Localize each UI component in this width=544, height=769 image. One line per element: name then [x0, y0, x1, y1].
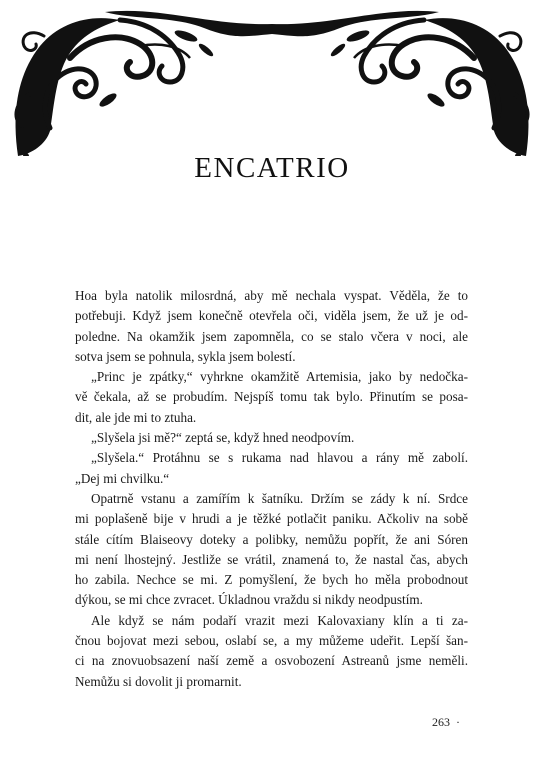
body-text: [75, 286, 468, 692]
text-line: vě čekala, až se probudím. Nejspíš tomu tak bylo. Přinutím se posa-: [75, 389, 468, 405]
text-line: potřebuji. Když jsem konečně otevřela oči, viděla jsem, že už je od-: [75, 308, 468, 324]
text-line: čnou bojovat mezi sebou, oslabí se, a my můžeme udeřit. Lepší šan-: [75, 633, 468, 649]
text-line: Opatrně vstanu a zamířím k šatníku. Držím se zády k ní. Srdce: [91, 490, 468, 506]
text-line: dit, ale jde mi to ztuha.: [75, 409, 197, 425]
text-line: „Dej mi chvilku.“: [75, 470, 170, 486]
text-line: Hoa byla natolik milosrdná, aby mě nechala vyspat. Věděla, že to: [75, 288, 468, 303]
text-line: mi není lhostejný. Jestliže se vrátil, znamená to, že nastal čas, abych: [75, 551, 468, 567]
text-line: „Princ je zpátky,“ vyhrkne okamžitě Artemisia, jako by nedočka-: [91, 369, 468, 385]
page-number-marker: ·: [456, 715, 460, 729]
text-line: stále cítím Blaiseovy doteky a polibky, nemůžu popřít, že ani Sóren: [75, 531, 468, 547]
ornamental-header-flourish: [10, 6, 534, 156]
text-line: poledne. Na okamžik jsem zapomněla, co se stalo včera v noci, ale: [75, 328, 468, 344]
text-line: dýkou, se mi chce zvracet. Úkladnou vraždu si nikdy neodpustím.: [75, 592, 423, 608]
text-line: ci na znovuobsazení naší země a osvobození Astreanů jsme neměli.: [75, 653, 468, 669]
page-number-value: 263: [432, 715, 450, 729]
text-line: Ale když se nám podaří vrazit mezi Kalovaxiany klín a ti za-: [91, 612, 468, 628]
text-line: ho zabila. Nechce se mi. Z pomyšlení, že bych ho měla probodnout: [75, 572, 468, 588]
chapter-title: ENCATRIO: [194, 152, 350, 184]
text-line: „Slyšela.“ Protáhnu se s rukama nad hlavou a rány mě zabolí.: [91, 450, 468, 466]
text-line: sotva jsem se pohnula, sykla jsem bolestí.: [75, 348, 296, 364]
page-number: [432, 715, 460, 730]
text-line: Nemůžu si dovolit ji promarnit.: [75, 673, 242, 689]
text-line: „Slyšela jsi mě?“ zeptá se, když hned neodpovím.: [91, 430, 355, 446]
text-line: mi poplašeně bije v hrudi a je těžké potlačit paniku. Ačkoliv na sobě: [75, 511, 468, 527]
